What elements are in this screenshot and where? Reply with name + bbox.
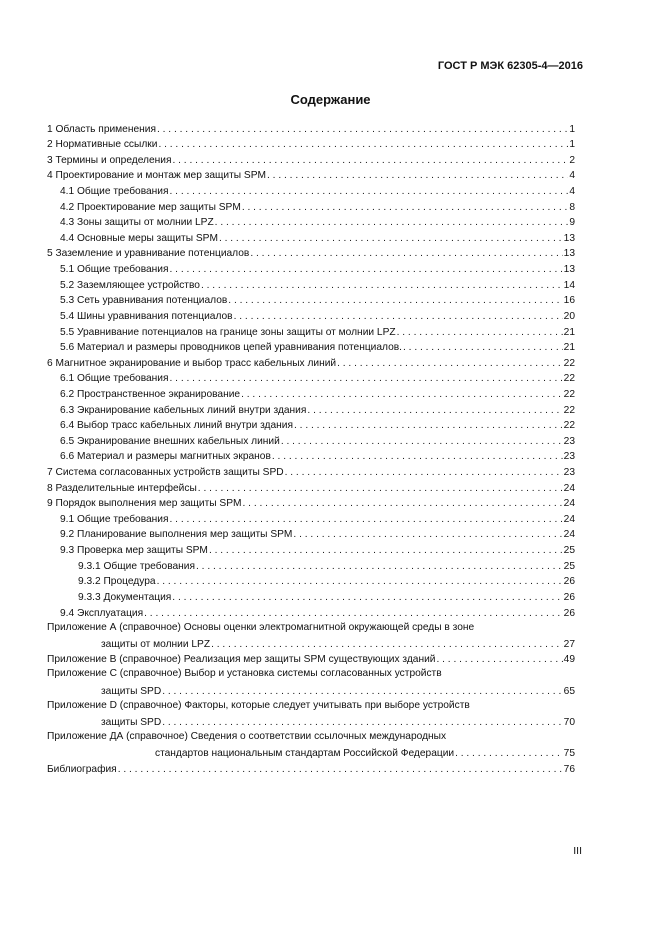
toc-entry-title: 9.3.2 Процедура [78, 576, 156, 588]
dot-leader [272, 451, 563, 463]
toc-entry[interactable] [47, 682, 575, 698]
toc-entry-title: Приложение С (справочное) Выбор и установка системы согласованных устройств [47, 668, 442, 680]
toc-entry-page: 24 [563, 482, 575, 494]
toc-entry[interactable] [47, 401, 575, 417]
toc-entry-title: защиты SPD [101, 716, 162, 728]
toc-entry-title: 5.3 Сеть уравнивания потенциалов [60, 295, 228, 307]
toc-entry-title: 5.1 Общие требования [60, 264, 169, 276]
toc-entry[interactable] [47, 510, 575, 526]
toc-entry-page: 49 [563, 654, 575, 666]
toc-entry-page: 8 [569, 201, 575, 213]
dot-leader [170, 514, 563, 526]
toc-entry[interactable] [47, 479, 575, 495]
toc-entry-title: 1 Область применения [47, 123, 156, 135]
toc-entry-title: 5.6 Материал и размеры проводников цепей уравнивания потенциалов. [60, 342, 402, 354]
toc-entry[interactable] [47, 760, 575, 776]
toc-entry[interactable] [47, 198, 575, 214]
toc-entry-page: 9 [569, 217, 575, 229]
toc-entry-title: 7 Система согласованных устройств защиты SPD [47, 467, 284, 479]
toc-entry[interactable] [47, 604, 575, 620]
dot-leader [209, 545, 563, 557]
toc-entry-title: 3 Термины и определения [47, 154, 172, 166]
toc-entry[interactable] [47, 432, 575, 448]
toc-entry[interactable] [47, 713, 575, 729]
toc-entry-page: 25 [563, 545, 575, 557]
toc-entry-title: 9.3 Проверка мер защиты SPM [60, 545, 208, 557]
dot-leader [403, 342, 563, 354]
toc-entry-title: 5.2 Заземляющее устройство [60, 279, 200, 291]
toc-entry-page: 27 [563, 638, 575, 650]
toc-entry-page: 4 [569, 170, 575, 182]
document-header: ГОСТ Р МЭК 62305-4—2016 [437, 60, 583, 72]
dot-leader [285, 467, 563, 479]
toc-entry[interactable] [47, 417, 575, 433]
toc-entry-title: 5.4 Шины уравнивания потенциалов [60, 310, 233, 322]
toc-entry-title: Приложение А (справочное) Основы оценки электромагнитной окружающей среды в зоне [47, 621, 475, 633]
dot-leader [170, 186, 569, 198]
toc-entry-page: 22 [563, 373, 575, 385]
toc-entry-page: 24 [563, 529, 575, 541]
toc-entry[interactable] [47, 557, 575, 573]
dot-leader [234, 311, 563, 323]
toc-entry[interactable] [47, 182, 575, 198]
toc-entry[interactable] [47, 339, 575, 355]
toc-entry[interactable] [47, 370, 575, 386]
toc-entry-title: 6.3 Экранирование кабельных линий внутри здания [60, 404, 307, 416]
toc-entry-title: 5 Заземление и уравнивание потенциалов [47, 248, 250, 260]
dot-leader [157, 576, 563, 588]
toc-entry-title: Приложение D (справочное) Факторы, которые следует учитывать при выборе устройств [47, 699, 470, 711]
dot-leader [172, 592, 562, 604]
toc-entry-title: 6.5 Экранирование внешних кабельных линий [60, 435, 280, 447]
toc-entry-page: 26 [563, 576, 575, 588]
toc-entry-title: 4 Проектирование и монтаж мер защиты SPM [47, 170, 267, 182]
toc-entry-page: 75 [563, 747, 575, 759]
dot-leader [250, 248, 562, 260]
toc-entry-page: 2 [569, 154, 575, 166]
toc-entry-page: 23 [563, 451, 575, 463]
dot-leader [267, 170, 568, 182]
toc-entry-page: 24 [563, 498, 575, 510]
toc-entry[interactable] [47, 120, 575, 136]
toc-entry-title: Приложение В (справочное) Реализация мер защиты SPM существующих зданий [47, 654, 436, 666]
toc-entry-page: 23 [563, 435, 575, 447]
toc-entry-title: Библиография [47, 763, 117, 775]
toc-entry-page: 23 [563, 467, 575, 479]
page-number: III [573, 845, 582, 857]
toc-entry[interactable] [47, 526, 575, 542]
toc-entry-page: 20 [563, 310, 575, 322]
dot-leader [455, 748, 563, 760]
toc-entry-page: 13 [563, 232, 575, 244]
toc-entry[interactable] [47, 167, 575, 183]
toc-entry-title: 9 Порядок выполнения мер защиты SPM [47, 498, 242, 510]
toc-entry-title: 6 Магнитное экранирование и выбор трасс кабельных линий [47, 357, 337, 369]
toc-entry[interactable] [47, 323, 575, 339]
toc-entry-title: Приложение ДА (справочное) Сведения о соответствии ссылочных международных [47, 730, 447, 742]
toc-entry-title: 6.1 Общие требования [60, 373, 169, 385]
dot-leader [162, 717, 562, 729]
toc-entry[interactable] [47, 744, 575, 760]
toc-entry-page: 13 [563, 248, 575, 260]
toc-entry-page: 22 [563, 388, 575, 400]
toc-entry[interactable] [47, 448, 575, 464]
toc-entry[interactable] [47, 651, 575, 667]
toc-entry-page: 22 [563, 404, 575, 416]
toc-entry[interactable] [47, 292, 575, 308]
toc-entry-page: 22 [563, 357, 575, 369]
toc-entry-title: 6.4 Выбор трасс кабельных линий внутри здания [60, 420, 293, 432]
toc-entry[interactable] [47, 541, 575, 557]
dot-leader [293, 529, 562, 541]
dot-leader [281, 436, 563, 448]
toc-entry[interactable] [47, 151, 575, 167]
table-of-contents [47, 120, 575, 776]
toc-entry-title: 5.5 Уравнивание потенциалов на границе зоны защиты от молнии LPZ [60, 326, 396, 338]
toc-entry-title: 9.3.1 Общие требования [78, 560, 195, 572]
dot-leader [158, 139, 568, 151]
dot-leader [196, 561, 563, 573]
toc-entry-title: 6.2 Пространственное экранирование [60, 388, 241, 400]
toc-entry-page: 1 [569, 123, 575, 135]
toc-entry-page: 76 [563, 763, 575, 775]
dot-leader [198, 483, 563, 495]
toc-entry-title: защиты от молнии LPZ [101, 638, 211, 650]
toc-entry[interactable] [47, 307, 575, 323]
toc-entry-title: 9.3.3 Документация [78, 591, 172, 603]
toc-entry[interactable] [47, 245, 575, 261]
dot-leader [162, 686, 562, 698]
toc-entry[interactable] [47, 136, 575, 152]
toc-entry[interactable] [47, 354, 575, 370]
dot-leader [201, 280, 563, 292]
dot-leader [241, 389, 563, 401]
dot-leader [337, 358, 563, 370]
dot-leader [118, 764, 563, 776]
toc-entry-page: 65 [563, 685, 575, 697]
toc-entry-title: 4.1 Общие требования [60, 186, 169, 198]
toc-entry[interactable] [47, 229, 575, 245]
toc-entry-title: 4.3 Зоны защиты от молнии LPZ [60, 217, 214, 229]
toc-entry-title: 9.4 Эксплуатация [60, 607, 144, 619]
dot-leader [294, 420, 563, 432]
toc-entry-page: 21 [563, 342, 575, 354]
dot-leader [243, 498, 563, 510]
toc-entry-page: 24 [563, 513, 575, 525]
page-title: Содержание [290, 92, 371, 107]
toc-entry-title: 8 Разделительные интерфейсы [47, 482, 197, 494]
toc-entry-page: 13 [563, 264, 575, 276]
toc-entry-page: 21 [563, 326, 575, 338]
dot-leader [436, 654, 562, 666]
toc-entry[interactable] [47, 214, 575, 230]
dot-leader [228, 295, 562, 307]
toc-entry[interactable] [47, 588, 575, 604]
toc-entry[interactable] [47, 385, 575, 401]
toc-entry[interactable] [47, 260, 575, 276]
dot-leader [211, 639, 563, 651]
toc-entry-title: стандартов национальным стандартам Российской Федерации [155, 747, 455, 759]
toc-entry[interactable] [47, 463, 575, 479]
dot-leader [144, 608, 563, 620]
dot-leader [157, 124, 568, 136]
toc-entry[interactable] [47, 495, 575, 511]
dot-leader [170, 264, 563, 276]
toc-entry-page: 16 [563, 295, 575, 307]
dot-leader [307, 405, 562, 417]
toc-entry-page: 4 [569, 186, 575, 198]
dot-leader [397, 327, 563, 339]
toc-entry-page: 70 [563, 716, 575, 728]
toc-entry-title: 2 Нормативные ссылки [47, 139, 158, 151]
toc-entry-page: 25 [563, 560, 575, 572]
toc-entry[interactable] [47, 276, 575, 292]
toc-entry-page: 1 [569, 139, 575, 151]
dot-leader [242, 202, 569, 214]
dot-leader [219, 233, 563, 245]
toc-entry-title: 6.6 Материал и размеры магнитных экранов [60, 451, 271, 463]
dot-leader [170, 373, 563, 385]
toc-entry-page: 14 [563, 279, 575, 291]
toc-entry-title: 4.2 Проектирование мер защиты SPM [60, 201, 241, 213]
toc-entry-title: 4.4 Основные меры защиты SPM [60, 232, 218, 244]
toc-entry-title: защиты SPD [101, 685, 162, 697]
toc-entry-title: 9.1 Общие требования [60, 513, 169, 525]
toc-entry-page: 26 [563, 591, 575, 603]
toc-entry-page: 26 [563, 607, 575, 619]
dot-leader [172, 155, 568, 167]
toc-entry[interactable] [47, 635, 575, 651]
toc-entry[interactable] [47, 573, 575, 589]
toc-entry-page: 22 [563, 420, 575, 432]
toc-entry-title: 9.2 Планирование выполнения мер защиты SPM [60, 529, 293, 541]
dot-leader [215, 217, 569, 229]
